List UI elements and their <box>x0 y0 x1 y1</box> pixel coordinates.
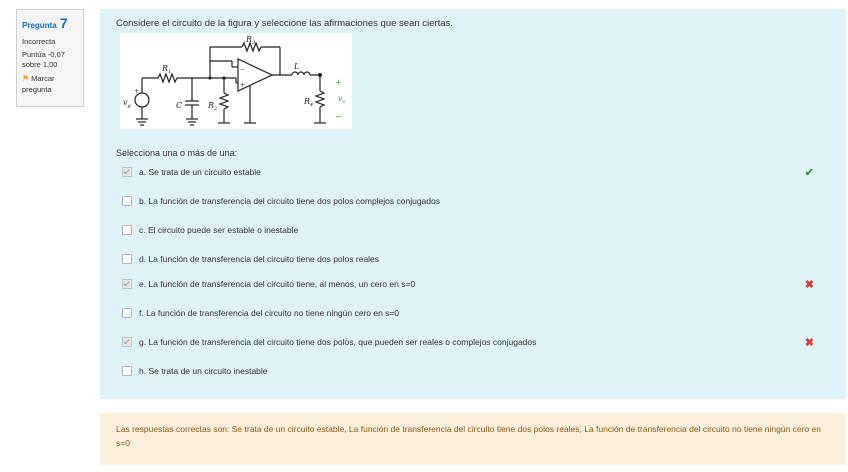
option-c-checkbox[interactable] <box>122 225 132 235</box>
option-f <box>122 306 822 320</box>
option-c-label: c. El circuito puede ser estable o inestable <box>139 225 299 235</box>
option-a <box>122 165 822 179</box>
option-d <box>122 252 822 266</box>
option-a-checkbox[interactable] <box>122 167 132 177</box>
option-b-checkbox[interactable] <box>122 196 132 206</box>
label-opamp-plus: + <box>240 82 246 89</box>
option-b-label: b. La función de transferencia del circuito tiene dos polos complejos conjugados <box>139 196 440 206</box>
option-e-label: e. La función de transferencia del circuito tiene, al menos, un cero en s=0 <box>139 279 416 289</box>
option-c <box>122 223 822 237</box>
incorrect-cross-icon: ✖ <box>804 336 814 349</box>
option-e <box>122 277 822 291</box>
label-out-plus: + <box>335 78 342 87</box>
question-state: Incorrecta <box>22 36 56 46</box>
option-h-label: h. Se trata de un circuito inestable <box>139 366 268 376</box>
option-f-label: f. La función de transferencia del circuito no tiene ningún cero en s=0 <box>139 308 400 318</box>
circuit-diagram <box>120 33 352 129</box>
correct-check-icon: ✔ <box>804 166 814 179</box>
option-d-label: d. La función de transferencia del circuito tiene dos polos reales <box>139 254 380 264</box>
label-r2: $R_2$ <box>208 101 218 112</box>
feedback-text: Las respuestas correctas son: Se trata de un circuito estable, La función de transferencia del circuito tiene dos polos reales, La función de transferencia del circuito no tiene ningún cero en s=0 <box>116 424 821 448</box>
label-c: C <box>176 101 183 110</box>
circuit-figure <box>120 33 352 129</box>
option-h-checkbox[interactable] <box>122 366 132 376</box>
option-a-label: a. Se trata de un circuito estable <box>139 167 261 177</box>
flag-label: Marcar pregunta <box>22 74 55 95</box>
flag-question-link[interactable] <box>22 74 78 95</box>
label-r4: $R_4$ <box>304 97 314 108</box>
correct-answer-feedback <box>100 413 846 465</box>
flag-icon: ⚑ <box>22 74 30 84</box>
answer-prompt: Selecciona una o más de una: <box>116 148 238 158</box>
option-g <box>122 335 822 349</box>
question-content <box>100 9 846 399</box>
label-opamp-minus: − <box>240 66 246 73</box>
question-number-value: 7 <box>59 15 68 31</box>
question-info-panel <box>16 9 84 107</box>
label-vo: $v_o$ <box>338 94 346 105</box>
option-g-label: g. La función de transferencia del circuito tiene dos polos, que pueden ser reales o complejos conjugados <box>139 337 537 347</box>
question-text: Considere el circuito de la figura y seleccione las afirmaciones que sean ciertas. <box>116 18 453 29</box>
question-label: Pregunta <box>22 21 57 30</box>
label-r3: $R_3$ <box>246 35 256 46</box>
question-grade: Puntúa -0,07 sobre 1,00 <box>22 50 65 70</box>
option-b <box>122 194 822 208</box>
label-r1: $R_1$ <box>162 64 172 75</box>
question-number <box>22 14 78 33</box>
option-g-checkbox[interactable] <box>122 337 132 347</box>
option-f-checkbox[interactable] <box>122 308 132 318</box>
label-vg: $v_g$ <box>123 98 131 109</box>
option-d-checkbox[interactable] <box>122 254 132 264</box>
label-l: L <box>294 62 300 71</box>
option-h <box>122 364 822 378</box>
incorrect-cross-icon: ✖ <box>804 278 814 291</box>
label-out-minus: − <box>335 112 342 121</box>
label-vg-plus: + <box>134 88 140 95</box>
option-e-checkbox[interactable] <box>122 279 132 289</box>
